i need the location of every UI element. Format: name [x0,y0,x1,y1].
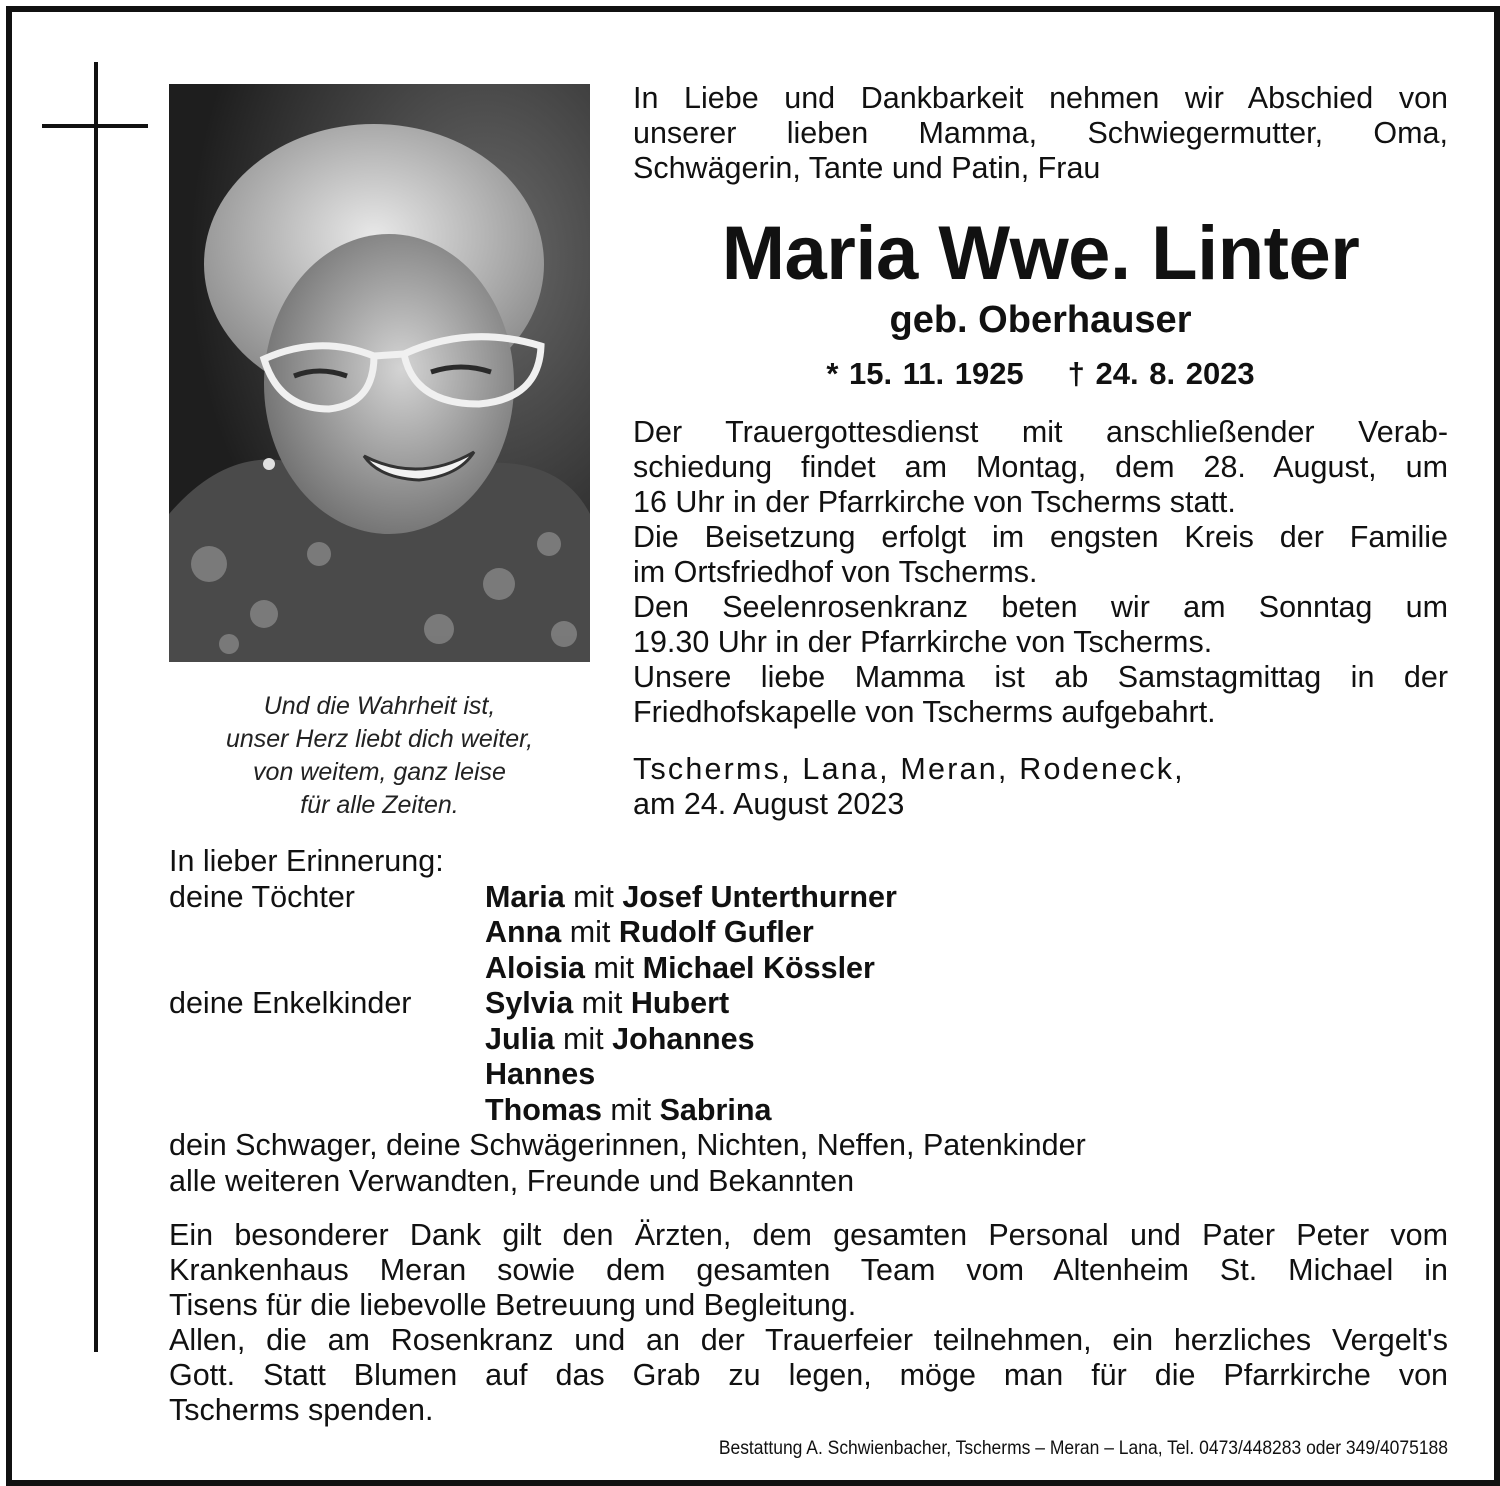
quote-line: Und die Wahrheit ist, [263,692,496,720]
family-member-partner: Hubert [630,986,730,1020]
service-line: schiedung findet am Montag, dem 28. August, um [633,450,1448,484]
portrait-photo [169,84,590,662]
mit-word: mit [593,950,635,985]
place-and-date [633,752,1448,822]
life-dates [633,354,1448,394]
intro-line: Schwägerin, Tante und Patin, Frau [633,151,1101,185]
service-line: Den Seelenrosenkranz beten wir am Sonntag um [633,590,1448,624]
family-member: Julia [485,1021,555,1056]
family-member: Hannes [485,1057,596,1091]
service-line: Der Trauergottesdienst mit anschließender Verab- [633,415,1448,449]
daughters-label: deine Töchter [169,879,355,914]
deceased-name: Maria Wwe. Linter [721,211,1360,296]
family-member: Thomas [485,1092,602,1127]
family-member: Anna [485,915,562,949]
mit-word: mit [581,986,623,1020]
thanks-line: Tisens für die liebevolle Betreuung und Begleitung. [169,1288,857,1322]
mit-word: mit [573,879,614,914]
cross-vertical-bar [94,62,98,1352]
quote-line: von weitem, ganz leise [253,758,506,786]
intro-line: unserer lieben Mamma, Schwiegermutter, Oma, [633,116,1448,150]
place-line: Tscherms, Lana, Meran, Rodeneck, [633,752,1185,786]
mit-word: mit [563,1021,604,1056]
family-heading: In lieber Erinnerung: [169,844,444,878]
mit-word: mit [610,1092,652,1127]
family-member-partner: Rudolf Gufler [618,915,814,949]
date-line: am 24. August 2023 [633,787,905,821]
thanks-line: Allen, die am Rosenkranz und an der Trauerfeier teilnehmen, ein herzliches Vergelt's [169,1323,1448,1357]
service-details [633,415,1448,730]
intro-line: In Liebe und Dankbarkeit nehmen wir Abschied von [633,81,1448,115]
family-member: Aloisia [485,950,586,985]
thanks-line: Krankenhaus Meran sowie dem gesamten Team vom Altenheim St. Michael in [169,1253,1448,1287]
intro-text [633,81,1448,186]
thanks-line: Ein besonderer Dank gilt den Ärzten, dem gesamten Personal und Pater Peter vom [169,1218,1448,1252]
funeral-home-footer: Bestattung A. Schwienbacher, Tscherms – Meran – Lana, Tel. 0473/448283 oder 349/4075188 [718,1438,1448,1459]
quote-line: für alle Zeiten. [300,791,459,819]
death-date: † 24. 8. 2023 [1067,356,1255,391]
family-member-partner: Josef Unterthurner [622,879,897,914]
cross-horizontal-bar [42,124,148,128]
thanks-text [169,1218,1448,1428]
family-member: Maria [485,879,565,914]
family-member-partner: Johannes [612,1021,755,1056]
thanks-line: Tscherms spenden. [169,1393,434,1427]
other-relatives: dein Schwager, deine Schwägerinnen, Nichten, Neffen, Patenkinder [169,1128,1086,1162]
service-line: Friedhofskapelle von Tscherms aufgebahrt. [633,695,1216,729]
service-line: 19.30 Uhr in der Pfarrkirche von Tscherms. [633,625,1213,659]
family-member-partner: Sabrina [659,1092,772,1127]
service-line: Die Beisetzung erfolgt im engsten Kreis der Familie [633,520,1448,554]
quote-line: unser Herz liebt dich weiter, [225,725,534,753]
thanks-line: Gott. Statt Blumen auf das Grab zu legen, möge man für die Pfarrkirche von [169,1358,1448,1392]
memorial-quote [169,690,590,822]
grandchildren-label: deine Enkelkinder [169,986,412,1020]
mit-word: mit [569,915,611,949]
family-member: Sylvia [485,986,574,1020]
service-line: 16 Uhr in der Pfarrkirche von Tscherms statt. [633,485,1236,519]
family-member-partner: Michael Kössler [642,950,875,985]
service-line: Unsere liebe Mamma ist ab Samstagmittag in der [633,660,1448,694]
service-line: im Ortsfriedhof von Tscherms. [633,555,1038,589]
maiden-name: geb. Oberhauser [889,299,1192,341]
birth-date: * 15. 11. 1925 [826,356,1024,391]
other-relatives: alle weiteren Verwandten, Freunde und Bekannten [169,1163,855,1198]
